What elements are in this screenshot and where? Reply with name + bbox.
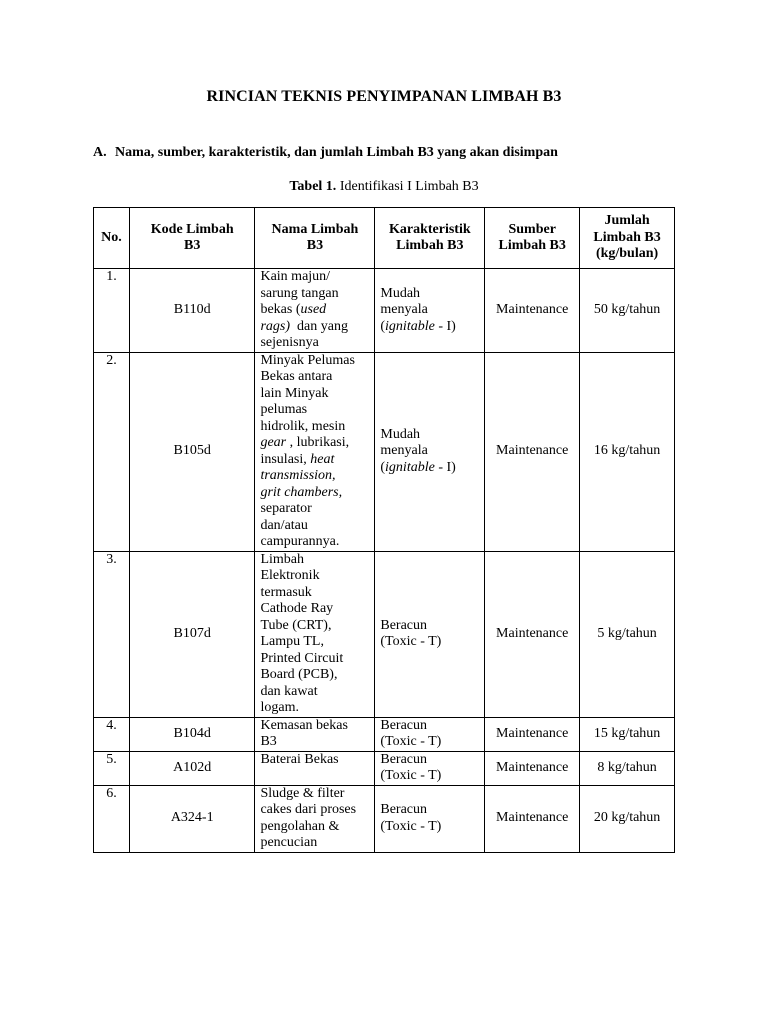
cell-text-run: B3 — [260, 734, 277, 749]
cell-text-run: hidrolik, mesin — [260, 418, 346, 434]
cell-source: Maintenance — [485, 551, 580, 717]
section-heading — [93, 145, 558, 161]
cell-waste-code: A324-1 — [129, 785, 255, 852]
cell-text-run: Lampu TL, — [260, 634, 324, 649]
cell-text-run: dan/atau — [260, 517, 308, 533]
cell-amount: 15 kg/tahun — [580, 717, 675, 751]
waste-identification-table — [93, 207, 675, 853]
cell-text-run: used — [300, 302, 327, 317]
cell-text-run: grit chambers, — [260, 484, 343, 500]
section-heading-text: Nama, sumber, karakteristik, dan jumlah Limbah B3 yang akan disimpan — [115, 145, 558, 160]
cell-text-run: transmission, — [260, 468, 336, 483]
document-title: RINCIAN TEKNIS PENYIMPANAN LIMBAH B3 — [206, 88, 562, 105]
cell-text-run: Mudah — [380, 285, 421, 301]
cell-waste-name — [255, 717, 375, 751]
cell-text-run: Cathode Ray — [260, 601, 334, 616]
cell-waste-name — [255, 269, 375, 353]
header-label-line: Jumlah — [604, 213, 650, 229]
cell-waste-name — [255, 352, 375, 551]
cell-source: Maintenance — [485, 785, 580, 852]
cell-text-run: (Toxic - T) — [380, 818, 442, 834]
cell-text-run: rags) — [260, 318, 291, 334]
cell-text-run: - I) — [434, 459, 456, 475]
cell-no: 5. — [94, 751, 130, 785]
cell-text-run: dan yang — [290, 318, 348, 334]
cell-waste-code: B110d — [129, 269, 255, 353]
cell-amount: 50 kg/tahun — [580, 269, 675, 353]
cell-characteristic — [375, 352, 485, 551]
cell-text-run: menyala — [380, 302, 428, 317]
table-header-row — [94, 208, 675, 269]
cell-text-run: Beracun — [380, 617, 428, 633]
cell-amount: 16 kg/tahun — [580, 352, 675, 551]
cell-waste-code: A102d — [129, 751, 255, 785]
cell-no: 1. — [94, 269, 130, 353]
cell-source: Maintenance — [485, 269, 580, 353]
cell-text-run: menyala — [380, 443, 428, 459]
cell-text-run: Kain majun/ — [260, 269, 331, 284]
header-label-line: (kg/bulan) — [595, 246, 659, 262]
section-marker: A. — [93, 145, 107, 160]
cell-characteristic — [375, 717, 485, 751]
cell-text-run: Beracun — [380, 802, 428, 817]
cell-text-run: pelumas — [260, 402, 308, 417]
cell-waste-code: B104d — [129, 717, 255, 751]
cell-characteristic — [375, 269, 485, 353]
cell-text-run: ( — [380, 318, 386, 334]
header-label-line: Nama Limbah — [271, 221, 359, 237]
table-row — [94, 785, 675, 852]
cell-no: 3. — [94, 551, 130, 717]
cell-source: Maintenance — [485, 717, 580, 751]
cell-text-run: lain Minyak — [260, 385, 329, 401]
cell-text-run: Baterai Bekas — [260, 751, 339, 767]
cell-text-run: dan kawat — [260, 683, 318, 699]
header-no — [94, 208, 130, 269]
cell-text-run: cakes dari proses — [260, 802, 357, 817]
cell-no: 6. — [94, 785, 130, 852]
cell-text-run: Bekas antara — [260, 369, 333, 384]
header-source — [485, 208, 580, 269]
cell-text-run: - I) — [434, 318, 456, 334]
cell-amount: 20 kg/tahun — [580, 785, 675, 852]
cell-text-run: ( — [380, 459, 386, 475]
header-waste-name — [255, 208, 375, 269]
cell-text-run: Tube (CRT), — [260, 617, 332, 633]
table-row — [94, 269, 675, 353]
table-caption — [0, 179, 768, 195]
cell-text-run: insulasi, — [260, 451, 311, 467]
table-row — [94, 352, 675, 551]
cell-text-run: , lubrikasi, — [286, 435, 350, 450]
cell-text-run: Beracun — [380, 751, 428, 767]
cell-characteristic — [375, 551, 485, 717]
cell-text-run: ignitable — [385, 318, 435, 334]
table-row — [94, 551, 675, 717]
cell-text-run: heat — [310, 451, 335, 467]
table-caption-text: Identifikasi I Limbah B3 — [339, 179, 479, 194]
cell-text-run: Mudah — [380, 426, 421, 442]
cell-text-run: Elektronik — [260, 568, 320, 583]
cell-text-run: pengolahan & — [260, 818, 340, 834]
cell-text-run: ignitable — [385, 459, 435, 475]
cell-no: 4. — [94, 717, 130, 751]
header-label-line: Limbah B3 — [593, 229, 661, 245]
cell-text-run: Limbah — [260, 551, 305, 567]
header-label-line: No. — [101, 229, 122, 245]
cell-waste-code: B107d — [129, 551, 255, 717]
cell-waste-name — [255, 551, 375, 717]
header-label-line: B3 — [184, 238, 201, 253]
cell-characteristic — [375, 751, 485, 785]
cell-source: Maintenance — [485, 751, 580, 785]
cell-waste-name — [255, 785, 375, 852]
cell-text-run: Printed Circuit — [260, 650, 344, 666]
cell-characteristic — [375, 785, 485, 852]
cell-text-run: Board (PCB), — [260, 667, 338, 682]
cell-text-run: gear — [260, 435, 287, 450]
cell-text-run: sarung tangan — [260, 285, 339, 301]
cell-text-run: Beracun — [380, 717, 428, 733]
cell-text-run: Minyak Pelumas — [260, 352, 355, 368]
table-row — [94, 717, 675, 751]
header-label-line: Limbah B3 — [396, 238, 464, 253]
cell-no: 2. — [94, 352, 130, 551]
cell-text-run: (Toxic - T) — [380, 634, 442, 649]
header-label-line: Sumber — [508, 221, 556, 237]
header-amount — [580, 208, 675, 269]
cell-text-run: pencucian — [260, 835, 318, 850]
header-label-line: Limbah B3 — [498, 238, 566, 253]
table-caption-label: Tabel 1. — [289, 179, 337, 194]
cell-text-run: separator — [260, 501, 312, 516]
header-characteristic — [375, 208, 485, 269]
cell-waste-name — [255, 751, 375, 785]
header-label-line: B3 — [306, 238, 324, 253]
cell-source: Maintenance — [485, 352, 580, 551]
cell-text-run: termasuk — [260, 584, 312, 600]
cell-text-run: (Toxic - T) — [380, 768, 442, 783]
cell-text-run: bekas ( — [260, 302, 301, 317]
header-label-line: Karakteristik — [388, 221, 471, 237]
cell-waste-code: B105d — [129, 352, 255, 551]
table-row — [94, 751, 675, 785]
header-waste-code — [129, 208, 255, 269]
cell-text-run: sejenisnya — [260, 335, 319, 350]
cell-text-run: campurannya. — [260, 534, 340, 549]
cell-amount: 8 kg/tahun — [580, 751, 675, 785]
cell-text-run: Kemasan bekas — [260, 717, 348, 733]
cell-amount: 5 kg/tahun — [580, 551, 675, 717]
cell-text-run: logam. — [260, 700, 299, 715]
cell-text-run: (Toxic - T) — [380, 734, 442, 749]
cell-text-run: Sludge & filter — [260, 785, 345, 801]
header-label-line: Kode Limbah — [150, 221, 234, 237]
